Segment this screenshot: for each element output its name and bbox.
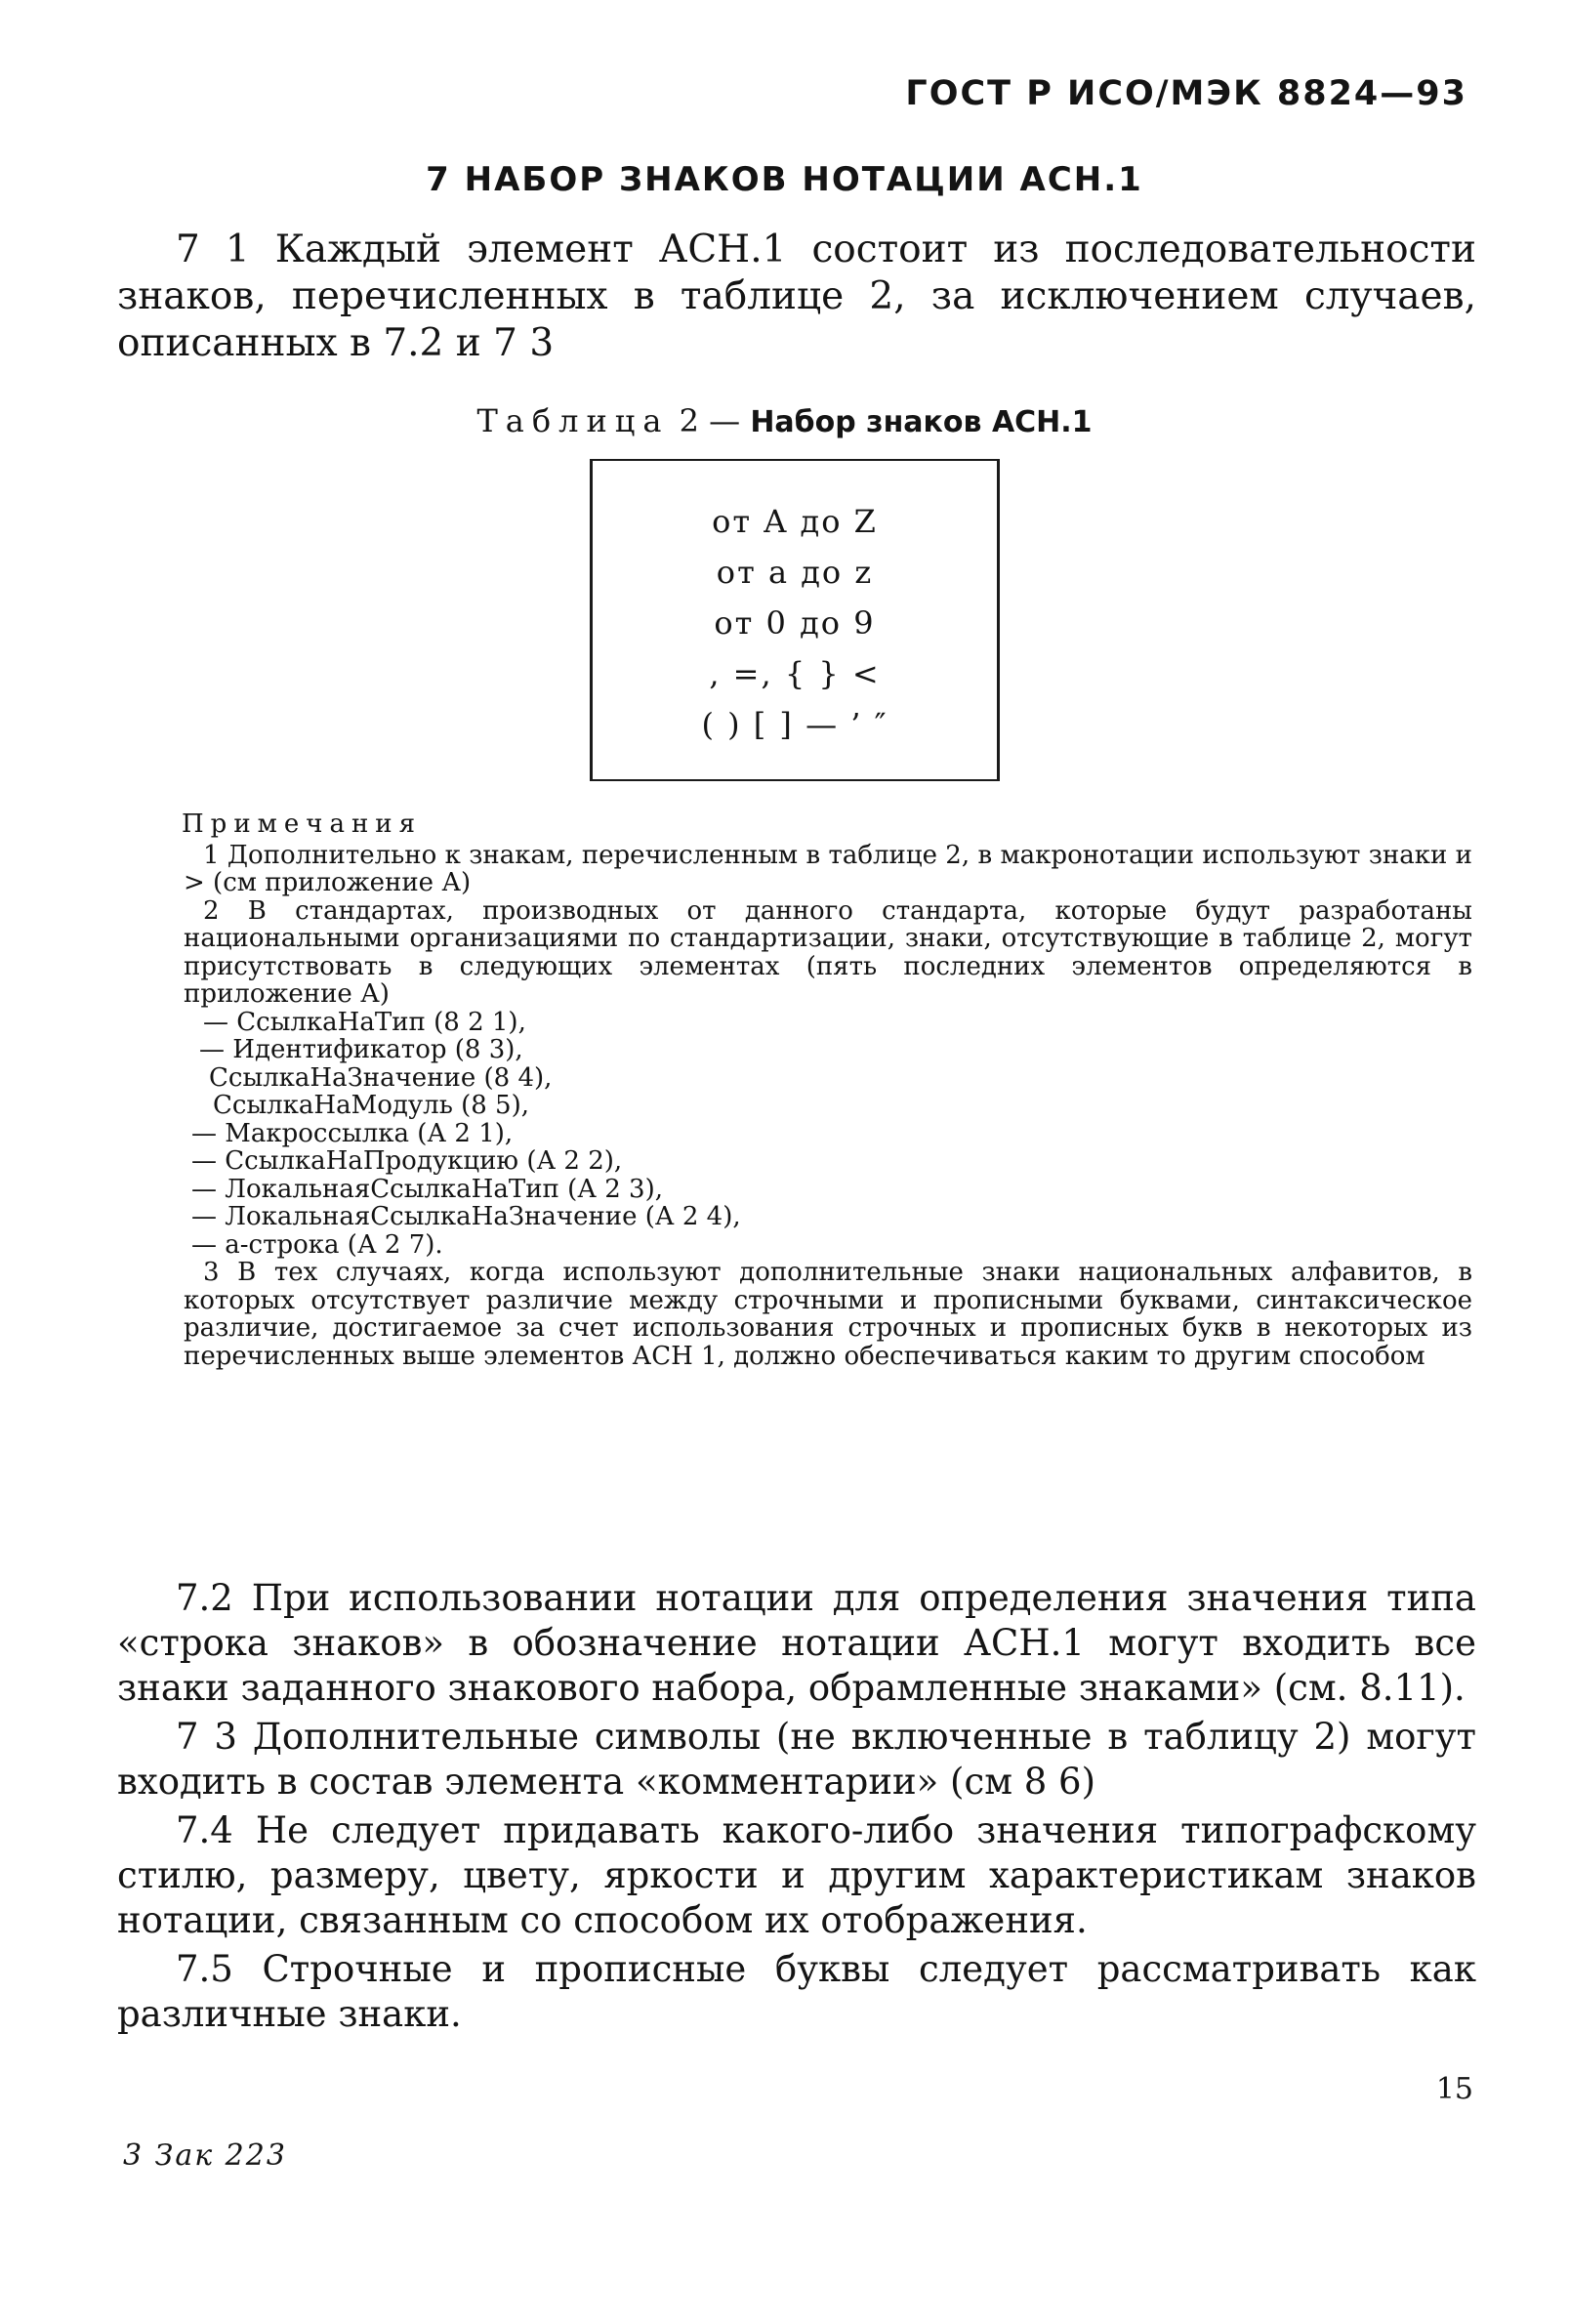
table-caption-title: Набор знаков АСН.1 <box>750 405 1093 439</box>
paragraph-7-2: 7.2 При использовании нотации для определения значения типа «строка знаков» в обозначение нотации АСН.1 могут входить все знаки заданного знакового набора, обрамленные знаками» (см. 8.11). <box>117 1577 1476 1709</box>
section-heading: 7 НАБОР ЗНАКОВ НОТАЦИИ АСН.1 <box>426 160 1143 199</box>
list-item: — а-строка (А 2 7). <box>191 1229 443 1260</box>
list-item: — СсылкаНаТип (8 2 1), <box>203 1007 526 1037</box>
character-set-rows <box>593 496 997 750</box>
note-2: 2 В стандартах, производных от данного стандарта, которые будут разработаны национальными организациями по стандартизации, знаки, отсутствующие в таблице 2, могут присутствовать в следующих элементах (пять последних элементов определяются в приложение А) <box>184 895 1472 1009</box>
notes-block <box>184 810 1472 1370</box>
list-item: — ЛокальнаяСсылкаНаЗначение (А 2 4), <box>191 1202 741 1231</box>
table-row: ( ) [ ] — ’ ″ <box>701 706 888 743</box>
paragraph-7-1: 7 1 Каждый элемент АСН.1 состоит из последовательности знаков, перечисленных в таблице 2, за исключением случаев, описанных в 7.2 и 7 3 <box>117 228 1476 365</box>
note-1: 1 Дополнительно к знакам, перечисленным в таблице 2, в макронотации используют знаки и > (см приложение А) <box>184 840 1472 897</box>
table-row: от A до Z <box>712 503 878 540</box>
paragraph-7-4: 7.4 Не следует придавать какого-либо значения типографскому стилю, размеру, цвету, яркости и другим характеристикам знаков нотации, связанным со способом их отображения. <box>117 1809 1476 1941</box>
notes-title: Примечания <box>182 809 423 839</box>
order-mark: 3 Зак 223 <box>123 2138 287 2173</box>
paragraph-7-3: 7 3 Дополнительные символы (не включенные в таблицу 2) могут входить в состав элемента «комментарии» (см 8 6) <box>117 1716 1476 1803</box>
list-item: СсылкаНаЗначение (8 4), <box>209 1062 553 1093</box>
list-item: — Идентификатор (8 3), <box>199 1035 523 1064</box>
list-item: — ЛокальнаяСсылкаНаТип (А 2 3), <box>191 1174 663 1204</box>
table-caption <box>0 402 1569 439</box>
page-number: 15 <box>1435 2072 1473 2106</box>
list-item: — СсылкаНаПродукцию (А 2 2), <box>191 1146 623 1176</box>
table-caption-prefix: Таблица <box>476 402 670 439</box>
character-set-table <box>590 459 1000 781</box>
list-item: — Макроссылка (А 2 1), <box>191 1118 514 1148</box>
paragraph-7-5: 7.5 Строчные и прописные буквы следует рассматривать как различные знаки. <box>117 1948 1476 2035</box>
table-caption-number: 2 — <box>679 402 741 439</box>
note-2-element-list <box>184 1009 1472 1260</box>
table-row: от 0 до 9 <box>714 604 876 642</box>
table-row: , =, { } < <box>709 655 881 692</box>
table-row: от a до z <box>716 554 874 591</box>
note-3: 3 В тех случаях, когда используют дополнительные знаки национальных алфавитов, в которых отсутствует различие между строчными и прописными буквами, синтаксическое различие, достигаемое за счет использования строчных и прописных букв в некоторых из перечисленных выше элементов АСН 1, должно обеспечиваться каким то другим способом <box>184 1258 1472 1371</box>
document-code-header: ГОСТ Р ИСО/МЭК 8824—93 <box>905 74 1467 113</box>
paragraphs-block <box>117 1576 1476 2041</box>
list-item: СсылкаНаМодуль (8 5), <box>213 1091 530 1120</box>
